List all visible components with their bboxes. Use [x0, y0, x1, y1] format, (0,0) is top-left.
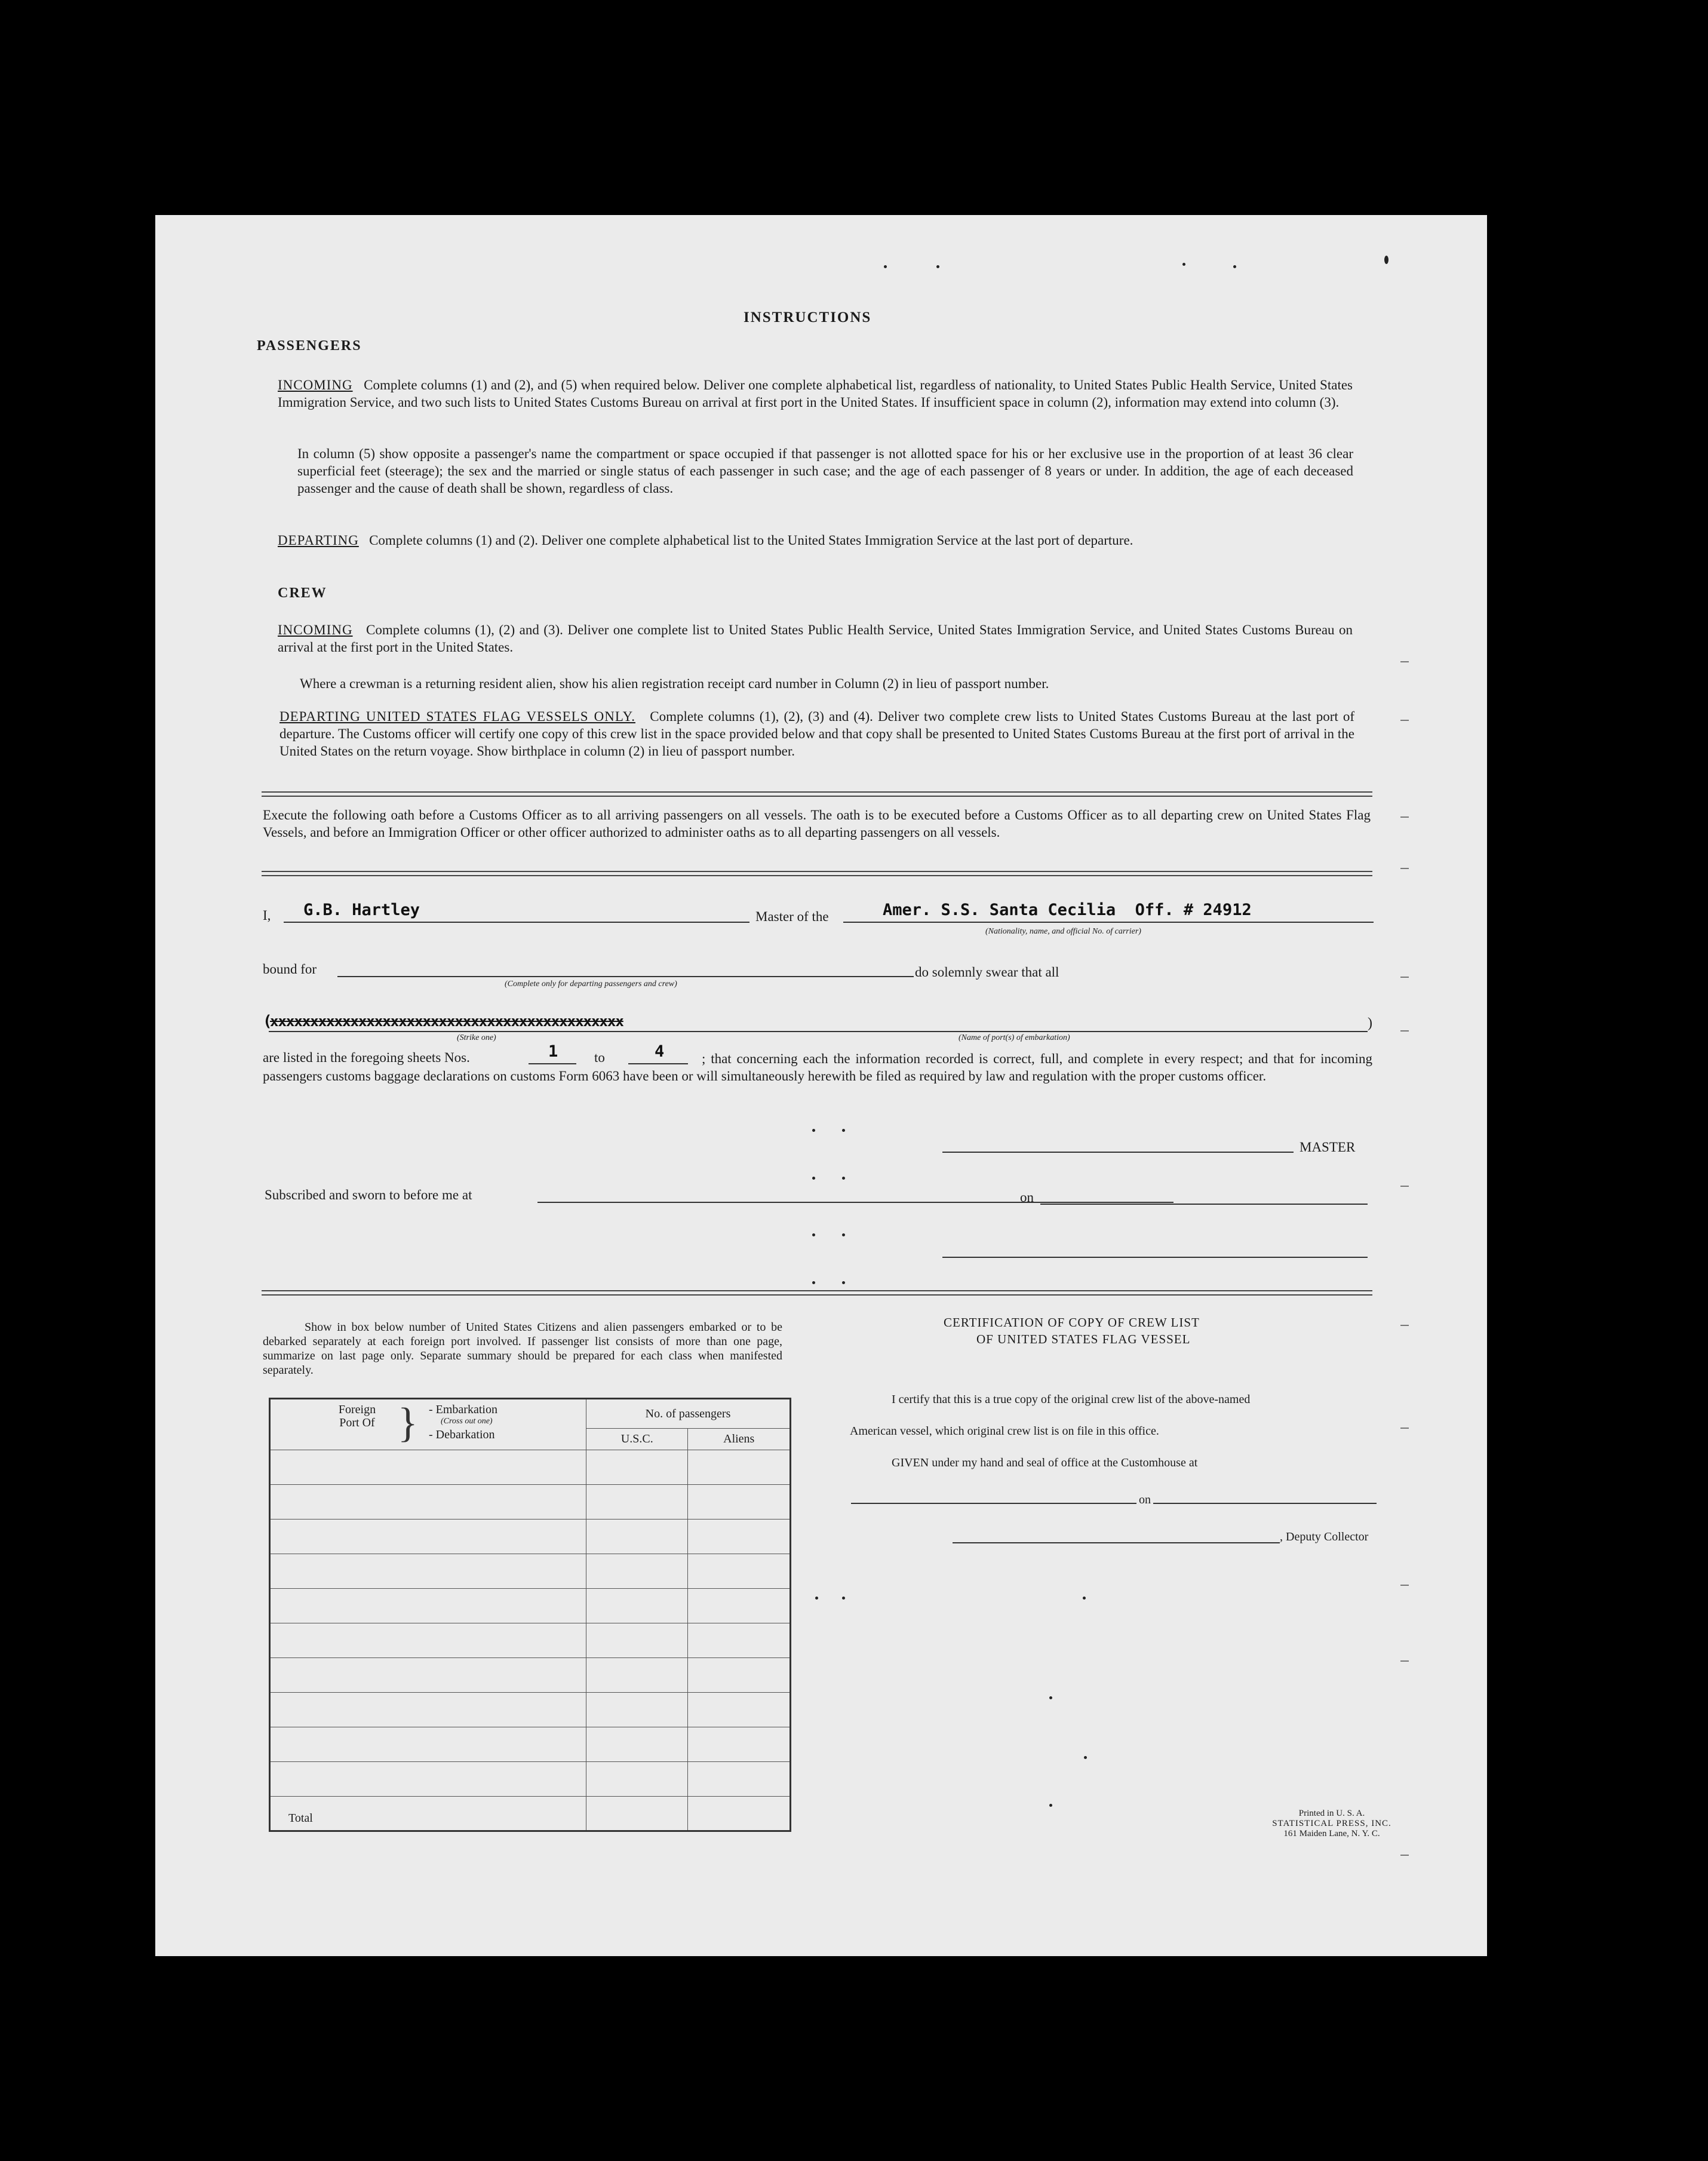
scan-speck	[842, 1281, 845, 1284]
subscribed-place-line	[537, 1202, 1174, 1203]
embarkation-line	[269, 1031, 1368, 1032]
printer-imprint	[1266, 1809, 1397, 1839]
scan-speck	[1049, 1696, 1052, 1699]
scan-speck	[842, 1177, 845, 1180]
summary-rows	[270, 1450, 791, 1831]
total-label: Total	[270, 1797, 586, 1831]
edge-mark	[1400, 816, 1409, 818]
deputy-collector-line	[953, 1542, 1280, 1543]
bound-for-line	[337, 976, 914, 977]
debarkation-label: - Debarkation	[429, 1428, 495, 1441]
printer-line-1: Printed in U. S. A.	[1298, 1809, 1365, 1818]
scan-speck	[884, 265, 887, 268]
divider	[262, 791, 1372, 797]
table-row	[270, 1450, 791, 1485]
given-text: GIVEN under my hand and seal of office at the Customhouse at	[892, 1456, 1198, 1469]
certify-text: I certify that this is a true copy of the original crew list of the above-named	[892, 1393, 1251, 1406]
column5-paragraph: In column (5) show opposite a passenger's name the compartment or space occupied if that passenger is not allotted space for his or her exclusive use in the proportion of at least 36 clear superficial feet (steerage); the sex and the married or single status of each passenger in such case; and the age of each passenger of 8 years or under. In addition, the age of each deceased passenger and the cause of death shall be shown, regardless of class.	[297, 446, 1353, 496]
form-sheet	[155, 215, 1487, 1956]
passengers-departing-paragraph	[278, 532, 1353, 549]
oath-i-label: I,	[263, 908, 271, 923]
edge-mark	[1400, 1585, 1409, 1586]
oath-intro: Execute the following oath before a Customs Officer as to all arriving passengers on all vessels. The oath is to be executed before a Customs Officer as to all departing crew on United States Flag Vessels, and before an Immigration Officer or other officer authorized to administer oaths as to all departing passengers on all vessels.	[263, 808, 1371, 840]
scan-speck	[815, 1597, 818, 1600]
scan-speck	[842, 1233, 845, 1236]
cross-out-label: (Cross out one)	[441, 1417, 493, 1426]
edge-mark	[1400, 720, 1409, 721]
passengers-heading: PASSENGERS	[257, 338, 362, 354]
passengers-incoming-paragraph	[278, 376, 1353, 411]
edge-mark	[1400, 1030, 1409, 1032]
bound-for-label: bound for	[263, 962, 317, 977]
officer-signature-line	[942, 1257, 1368, 1258]
master-name-line	[284, 922, 749, 923]
scan-speck	[812, 1177, 815, 1180]
strike-caption: (Strike one)	[457, 1033, 496, 1042]
sheet-to: 4	[655, 1042, 665, 1061]
instructions-title: INSTRUCTIONS	[744, 309, 872, 326]
embarkation-label: - Embarkation	[429, 1403, 497, 1416]
scan-speck	[812, 1233, 815, 1236]
master-label: MASTER	[1300, 1140, 1356, 1155]
listed-label: are listed in the foregoing sheets Nos.	[263, 1050, 470, 1065]
total-row	[270, 1797, 791, 1831]
subscribed-date-line	[1040, 1204, 1368, 1205]
crew-incoming-text: Complete columns (1), (2) and (3). Deliver one complete list to United States Public Health Service, United States Immigration Service, and United States Customs Bureau on arrival at the first port in the United States.	[278, 622, 1353, 655]
swear-text: do solemnly swear that all	[915, 965, 1059, 980]
foreign-port-label: Foreign Port Of	[338, 1403, 376, 1429]
scan-speck	[842, 1129, 845, 1132]
crew-resident-paragraph: Where a crewman is a returning resident alien, show his alien registration receipt card number in Column (2) in lieu of passport number.	[300, 676, 1049, 691]
scan-speck	[1049, 1804, 1052, 1807]
passengers-incoming-text: Complete columns (1) and (2), and (5) when required below. Deliver one complete alphabetical list, regardless of nationality, to United States Public Health Service, United States Immigration Service, and two such lists to United States Customs Bureau on arrival at first port in the United States. If insufficient space in column (2), information may extend into column (3).	[278, 377, 1353, 410]
american-vessel-text: American vessel, which original crew list is on file in this office.	[850, 1425, 1159, 1438]
table-row	[270, 1623, 791, 1658]
scan-speck	[812, 1129, 815, 1132]
printer-line-2: STATISTICAL PRESS, INC.	[1272, 1819, 1391, 1828]
passengers-incoming-label: INCOMING	[278, 377, 353, 392]
bound-for-caption: (Complete only for departing passengers and crew)	[505, 980, 677, 989]
table-row	[270, 1693, 791, 1727]
crew-incoming-paragraph	[278, 621, 1353, 656]
divider	[262, 1290, 1372, 1296]
edge-mark	[1400, 1428, 1409, 1429]
vessel-name: Amer. S.S. Santa Cecilia Off. # 24912	[883, 901, 1252, 919]
vessel-caption: (Nationality, name, and official No. of carrier)	[985, 927, 1141, 936]
master-name: G.B. Hartley	[303, 901, 420, 919]
subscribed-on-label: on	[1020, 1190, 1034, 1205]
edge-mark	[1400, 868, 1409, 869]
crew-departing-text: Complete columns (1), (2), (3) and (4). Deliver two complete crew lists to United States Customs Bureau at the last port of departure. The Customs officer will certify one copy of this crew list in the space provided below and that copy shall be presented to United States Customs Bureau at the first port of arrival in the United States on the return voyage. Show birthplace in column (2) in lieu of passport number.	[279, 709, 1354, 759]
table-row	[270, 1727, 791, 1762]
brace: }	[398, 1400, 418, 1446]
table-row	[270, 1554, 791, 1589]
crew-departing-label: DEPARTING UNITED STATES FLAG VESSELS ONLY.	[279, 709, 635, 724]
crew-incoming-label: INCOMING	[278, 622, 353, 637]
crew-departing-paragraph	[279, 708, 1354, 760]
passengers-departing-text: Complete columns (1) and (2). Deliver one complete alphabetical list to the United States Immigration Service at the last port of departure.	[369, 533, 1133, 548]
passenger-summary-table	[269, 1398, 791, 1832]
passengers-departing-label: DEPARTING	[278, 533, 359, 548]
scan-speck	[1182, 263, 1185, 266]
edge-mark	[1400, 661, 1409, 662]
strike-close-paren: )	[1368, 1015, 1372, 1031]
vessel-line	[843, 922, 1374, 923]
edge-mark	[1400, 1186, 1409, 1187]
table-row	[270, 1762, 791, 1797]
deputy-collector-label: , Deputy Collector	[1280, 1530, 1369, 1543]
struck-out-text: xxxxxxxxxxxxxxxxxxxxxxxxxxxxxxxxxxxxxxxxxxxx	[270, 1013, 623, 1030]
edge-mark	[1400, 1855, 1409, 1856]
sheet-from: 1	[548, 1042, 558, 1061]
scan-speck	[1233, 265, 1236, 268]
table-row	[270, 1485, 791, 1520]
customhouse-line	[851, 1503, 1377, 1504]
scan-speck	[812, 1281, 815, 1284]
summary-instructions: Show in box below number of United States Citizens and alien passengers embarked or to be debarked separately at each foreign port involved. If passenger list consists of more than one page, summarize on last page only. Separate summary should be prepared for each class when manifested separately.	[263, 1321, 782, 1377]
no-of-passengers-header: No. of passengers	[586, 1399, 791, 1429]
master-of-label: Master of the	[755, 909, 829, 924]
usc-header: U.S.C.	[586, 1429, 688, 1450]
printer-line-3: 161 Maiden Lane, N. Y. C.	[1283, 1829, 1380, 1838]
to-label: to	[594, 1050, 605, 1065]
scan-speck	[842, 1597, 845, 1600]
subscribed-label: Subscribed and sworn to before me at	[265, 1187, 472, 1202]
port-caption: (Name of port(s) of embarkation)	[959, 1033, 1070, 1042]
scan-speck	[1084, 1756, 1087, 1759]
table-row	[270, 1589, 791, 1623]
table-row	[270, 1658, 791, 1693]
crew-heading: CREW	[278, 585, 327, 601]
certification-on-label: on	[1136, 1493, 1153, 1507]
edge-mark	[1400, 1325, 1409, 1326]
listed-rest-text: ; that concerning each the information recorded is correct, full, and complete in every respect; and that for incoming passengers customs baggage declarations on customs Form 6063 have been or will simultaneously herewith be filed as required by law and regulation with the proper customs officer.	[263, 1051, 1372, 1083]
edge-mark	[1400, 1660, 1409, 1662]
certification-title-2: OF UNITED STATES FLAG VESSEL	[976, 1332, 1191, 1346]
divider	[262, 871, 1372, 876]
strike-open-paren: (	[263, 1012, 271, 1030]
scan-speck	[1083, 1597, 1086, 1600]
certification-title-1: CERTIFICATION OF COPY OF CREW LIST	[944, 1315, 1200, 1330]
master-signature-line	[942, 1152, 1294, 1153]
aliens-header: Aliens	[688, 1429, 791, 1450]
table-row	[270, 1520, 791, 1554]
foreign-port-header	[270, 1399, 586, 1450]
scan-speck	[936, 265, 939, 268]
edge-mark	[1400, 977, 1409, 978]
scan-speck	[1384, 256, 1388, 264]
